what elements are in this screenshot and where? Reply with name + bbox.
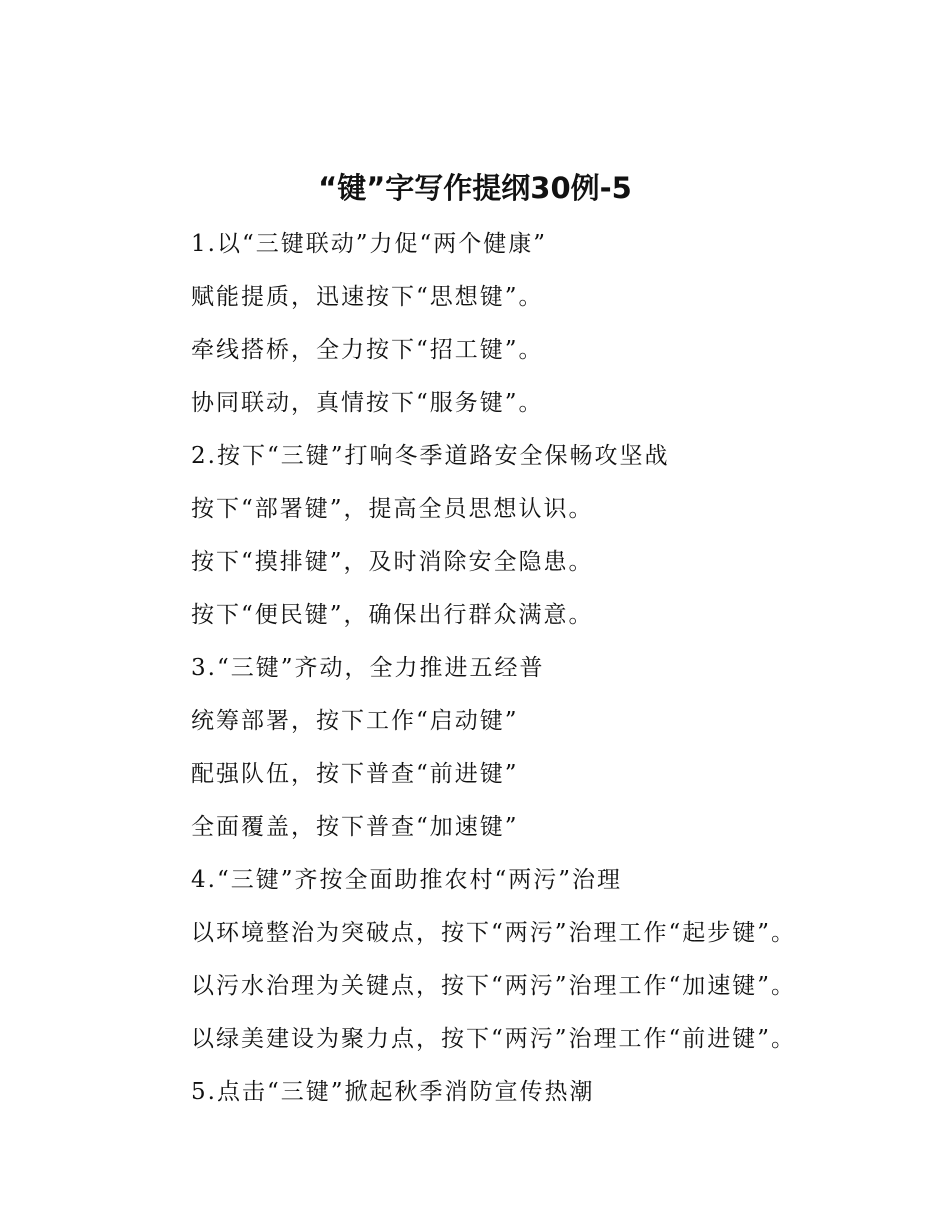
paragraph-line: 以绿美建设为聚力点，按下“两污”治理工作“前进键”。	[191, 1026, 797, 1052]
paragraph-line: 协同联动，真情按下“服务键”。	[191, 390, 544, 416]
paragraph-line: 统筹部署，按下工作“启动键”	[191, 708, 519, 734]
heading-5: 5.点击“三键”掀起秋季消防宣传热潮	[191, 1079, 595, 1105]
paragraph-line: 赋能提质，迅速按下“思想键”。	[191, 284, 544, 310]
heading-3: 3.“三键”齐动，全力推进五经普	[191, 655, 545, 681]
paragraph-line: 按下“部署键”，提高全员思想认识。	[191, 496, 594, 522]
paragraph-line: 以污水治理为关键点，按下“两污”治理工作“加速键”。	[191, 973, 797, 999]
paragraph-line: 全面覆盖，按下普查“加速键”	[191, 814, 519, 840]
paragraph-line: 以环境整治为突破点，按下“两污”治理工作“起步键”。	[191, 920, 797, 946]
heading-4: 4.“三键”齐按全面助推农村“两污”治理	[191, 867, 622, 893]
paragraph-line: 牵线搭桥，全力按下“招工键”。	[191, 337, 544, 363]
paragraph-line: 配强队伍，按下普查“前进键”	[191, 761, 519, 787]
heading-2: 2.按下“三键”打响冬季道路安全保畅攻坚战	[191, 443, 670, 469]
document-body	[191, 227, 931, 1128]
paragraph-line: 按下“摸排键”，及时消除安全隐患。	[191, 549, 594, 575]
document-title: “键”字写作提纲30例-5	[318, 171, 632, 205]
heading-1: 1.以“三键联动”力促“两个健康”	[191, 231, 547, 257]
paragraph-line: 按下“便民键”，确保出行群众满意。	[191, 602, 594, 628]
